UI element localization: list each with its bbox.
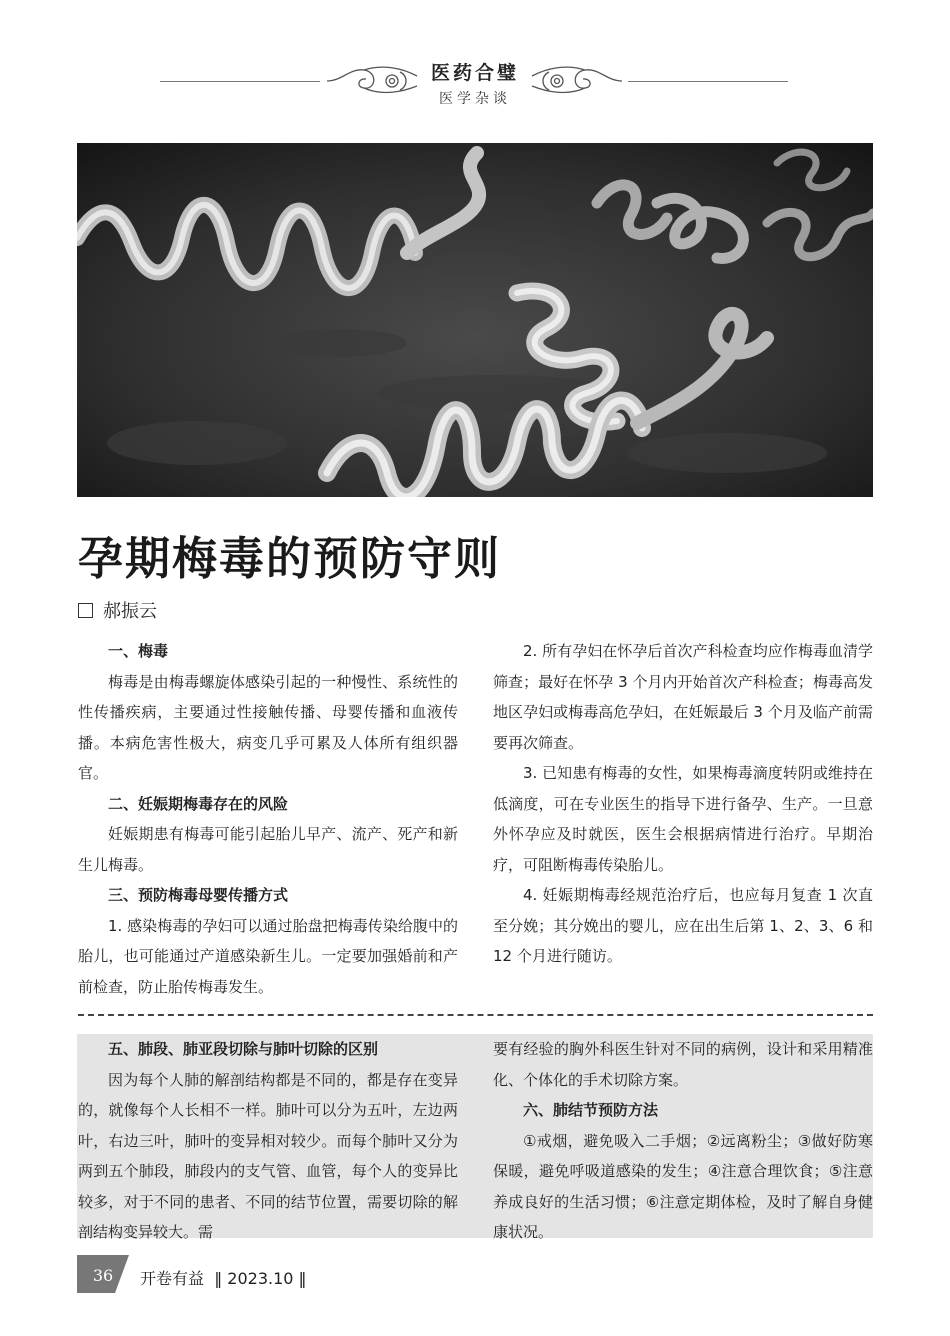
continued-column-1 xyxy=(78,1034,458,1248)
paragraph: 4. 妊娠期梅毒经规范治疗后，也应每月复查 1 次直至分娩；其分娩出的婴儿，应在出生后第 1、2、3、6 和 12 个月进行随访。 xyxy=(493,886,873,965)
syphilis-spirochete-image xyxy=(77,143,873,497)
author-name: 郝振云 xyxy=(103,601,157,622)
paragraph: 2. 所有孕妇在怀孕后首次产科检查均应作梅毒血清学筛查；最好在怀孕 3 个月内开始首次产科检查；梅毒高发地区孕妇或梅毒高危孕妇，在妊娠最后 3 个月及临产前需要再次筛查。 xyxy=(493,642,873,752)
header-rule-left xyxy=(160,81,320,82)
hero-image xyxy=(77,143,873,497)
header-rule-right xyxy=(628,81,788,82)
section-subtitle: 医学杂谈 xyxy=(439,91,511,107)
byline-box-icon xyxy=(78,603,93,618)
paragraph: 3. 已知患有梅毒的女性，如果梅毒滴度转阴或维持在低滴度，可在专业医生的指导下进行备孕、生产。一旦意外怀孕应及时就医，医生会根据病情进行治疗。早期治疗，可阻断梅毒传染胎儿。 xyxy=(493,764,873,874)
paragraph: 妊娠期患有梅毒可能引起胎儿早产、流产、死产和新生儿梅毒。 xyxy=(78,825,458,874)
paragraph: ①戒烟，避免吸入二手烟；②远离粉尘；③做好防寒保暖，避免呼吸道感染的发生；④注意合理饮食；⑤注意养成良好的生活习惯；⑥注意定期体检，及时了解自身健康状况。 xyxy=(493,1131,873,1241)
footer-journal xyxy=(140,1266,307,1289)
right-ornament-icon xyxy=(527,58,627,104)
article-title: 孕期梅毒的预防守则 xyxy=(78,532,502,585)
paragraph: 梅毒是由梅毒螺旋体感染引起的一种慢性、系统性的性传播疾病，主要通过性接触传播、母婴传播和血液传播。本病危害性极大，病变几乎可累及人体所有组织器官。 xyxy=(78,672,458,782)
section-heading: 三、预防梅毒母婴传播方式 xyxy=(108,886,289,904)
section-heading: 六、肺结节预防方法 xyxy=(523,1101,659,1119)
issue-number: ‖ 2023.10 ‖ xyxy=(214,1269,307,1288)
journal-name: 开卷有益 xyxy=(140,1269,205,1288)
paragraph: 要有经验的胸外科医生针对不同的病例，设计和采用精准化、个体化的手术切除方案。 xyxy=(493,1040,873,1089)
page-number: 36 xyxy=(92,1266,114,1285)
section-title: 医药合璧 xyxy=(430,62,519,84)
article-column-2 xyxy=(493,636,873,972)
left-ornament-icon xyxy=(322,58,422,104)
section-heading: 二、妊娠期梅毒存在的风险 xyxy=(108,794,289,813)
section-heading: 五、肺段、肺亚段切除与肺叶切除的区别 xyxy=(108,1040,379,1058)
continued-column-2 xyxy=(493,1034,873,1248)
paragraph: 1. 感染梅毒的孕妇可以通过胎盘把梅毒传染给腹中的胎儿，也可能通过产道感染新生儿。一定要加强婚前和产前检查，防止胎传梅毒发生。 xyxy=(78,916,458,996)
article-column-1 xyxy=(78,636,458,1002)
section-heading: 一、梅毒 xyxy=(108,642,169,660)
section-divider xyxy=(78,1014,873,1016)
paragraph: 因为每个人肺的解剖结构都是不同的，都是存在变异的，就像每个人长相不一样。肺叶可以分为五叶，左边两叶，右边三叶，肺叶的变异相对较少。而每个肺叶又分为两到五个肺段，肺段内的支气管、血管，每个人的变异比较多，对于不同的患者、不同的结节位置，需要切除的解剖结构变异较大。需 xyxy=(78,1070,458,1241)
byline xyxy=(78,597,157,623)
